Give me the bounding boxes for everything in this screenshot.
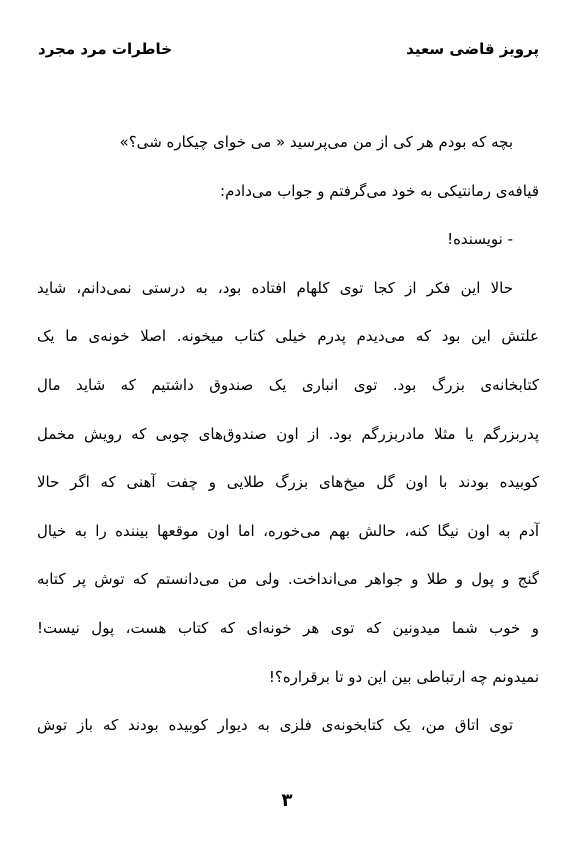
- text-line: کوبیده بودند با اون گل میخ‌های بزرگ طلایی و چفت آهنی که اگر حالا: [37, 473, 539, 492]
- text-line: گنج و پول و طلا و جواهر می‌انداخت. ولی من می‌دانستم که توش پر کتابه: [37, 570, 539, 589]
- text-line: آدم به اون نیگا کنه، حالش بهم می‌خوره، اما اون موقعها بیننده را به خیال: [37, 521, 539, 540]
- page-number: ۳: [281, 790, 293, 811]
- text-line: نمیدونم چه ارتباطی بین این دو تا برقراره؟!: [268, 667, 539, 686]
- header-author: پرویز قاضی سعید: [406, 40, 539, 58]
- text-line: قیافه‌ی رمانتیکی به خود می‌گرفتم و جواب می‌دادم:: [220, 181, 539, 200]
- text-line: توی اتاق من، یک کتابخونه‌ی فلزی به دیوار کوبیده بودند که باز توش: [37, 716, 513, 735]
- text-line: کتابخانه‌ی بزرگ بود. توی انباری یک صندوق داشتیم که شاید مال: [37, 375, 539, 394]
- text-line: حالا این فکر از کجا توی کلهام افتاده بود، به درستی نمی‌دانم، شاید: [37, 278, 513, 297]
- text-line: و خوب شما میدونین که توی هر خونه‌ای که کتاب هست، پول نیست!: [37, 618, 539, 637]
- text-line: علتش این بود که می‌دیدم پدرم خیلی کتاب میخونه. اصلا خونه‌ی ما یک: [37, 327, 539, 346]
- text-line: - نویسنده!: [447, 230, 513, 249]
- text-line: بچه که بودم هر کی از من می‌پرسید « می خوای چیکاره شی؟»: [119, 133, 513, 151]
- header-title: خاطرات مرد مجرد: [38, 40, 173, 58]
- text-line: پدربزرگم یا مثلا مادربزرگم بود. از اون صندوق‌های چوبی که رویش مخمل: [37, 424, 539, 443]
- body-text: [37, 124, 539, 756]
